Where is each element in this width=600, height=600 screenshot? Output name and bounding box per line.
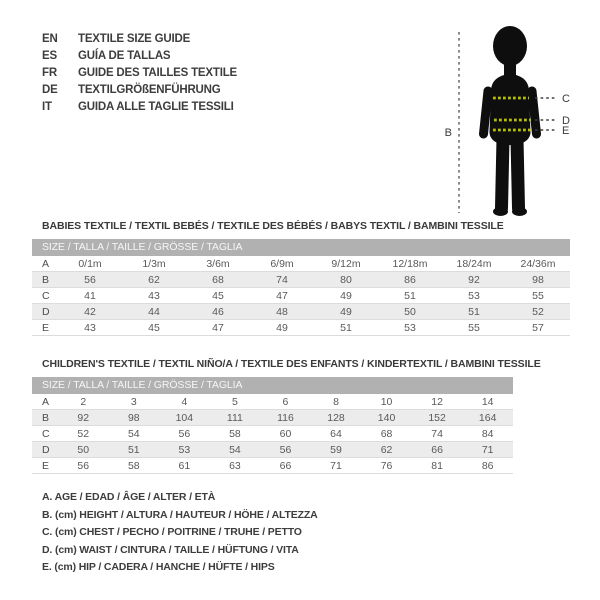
legend-line: B. (cm) HEIGHT / ALTURA / HAUTEUR / HÖHE / ALTEZZA (42, 508, 318, 521)
size-cell: 92 (442, 272, 506, 288)
size-cell: 42 (58, 304, 122, 320)
size-cell: 53 (159, 442, 210, 458)
size-cell: 66 (260, 458, 311, 474)
size-cell: 58 (210, 426, 261, 442)
size-cell: 45 (186, 288, 250, 304)
size-cell: 47 (186, 320, 250, 336)
size-cell: 54 (210, 442, 261, 458)
size-cell: 57 (506, 320, 570, 336)
size-cell: 5 (210, 394, 261, 410)
row-label: E (32, 320, 58, 336)
size-cell: 51 (378, 288, 442, 304)
size-cell: 50 (378, 304, 442, 320)
size-cell: 41 (58, 288, 122, 304)
size-cell: 50 (58, 442, 109, 458)
size-cell: 9/12m (314, 256, 378, 272)
size-cell: 48 (250, 304, 314, 320)
size-cell: 55 (506, 288, 570, 304)
row-label: E (32, 458, 58, 474)
legend-line: A. AGE / EDAD / ÂGE / ALTER / ETÀ (42, 491, 216, 503)
size-table-row (32, 394, 513, 410)
row-label: A (32, 256, 58, 272)
language-row (42, 99, 237, 116)
row-label: B (32, 272, 58, 288)
size-cell: 84 (462, 426, 513, 442)
size-cell: 8 (311, 394, 362, 410)
size-cell: 152 (412, 410, 463, 426)
size-cell: 86 (462, 458, 513, 474)
size-cell: 3 (109, 394, 160, 410)
row-label: C (32, 426, 58, 442)
size-cell: 43 (58, 320, 122, 336)
language-code: ES (42, 50, 57, 62)
size-cell: 6 (260, 394, 311, 410)
size-cell: 14 (462, 394, 513, 410)
size-cell: 140 (361, 410, 412, 426)
size-cell: 45 (122, 320, 186, 336)
size-cell: 58 (109, 458, 160, 474)
size-cell: 56 (260, 442, 311, 458)
size-cell: 1/3m (122, 256, 186, 272)
height-label: B (444, 127, 452, 139)
row-label: D (32, 304, 58, 320)
language-title: TEXTILE SIZE GUIDE (78, 33, 191, 45)
size-cell: 71 (311, 458, 362, 474)
size-cell: 92 (58, 410, 109, 426)
babies-size-header-bar: SIZE / TALLA / TAILLE / GRÖSSE / TAGLIA (32, 239, 570, 256)
size-cell: 53 (442, 288, 506, 304)
size-cell: 81 (412, 458, 463, 474)
children-size-header-bar: SIZE / TALLA / TAILLE / GRÖSSE / TAGLIA (32, 377, 513, 394)
row-label: D (32, 442, 58, 458)
language-code: EN (42, 33, 58, 45)
size-cell: 12/18m (378, 256, 442, 272)
row-label: B (32, 410, 58, 426)
measurement-legend (42, 489, 318, 577)
size-cell: 49 (314, 288, 378, 304)
size-table-row (32, 458, 513, 474)
size-cell: 64 (311, 426, 362, 442)
size-cell: 98 (109, 410, 160, 426)
size-table-row (32, 288, 570, 304)
language-title: GUÍA DE TALLAS (78, 50, 171, 62)
size-cell: 76 (361, 458, 412, 474)
size-cell: 164 (462, 410, 513, 426)
size-cell: 63 (210, 458, 261, 474)
size-cell: 47 (250, 288, 314, 304)
size-cell: 18/24m (442, 256, 506, 272)
size-cell: 56 (58, 272, 122, 288)
children-size-table (32, 394, 513, 474)
hip-label: E (562, 125, 570, 137)
language-code: DE (42, 84, 58, 96)
size-cell: 44 (122, 304, 186, 320)
size-cell: 66 (412, 442, 463, 458)
language-row (42, 31, 237, 48)
size-cell: 52 (58, 426, 109, 442)
size-cell: 86 (378, 272, 442, 288)
size-cell: 111 (210, 410, 261, 426)
size-cell: 60 (260, 426, 311, 442)
size-cell: 52 (506, 304, 570, 320)
language-code: FR (42, 67, 57, 79)
language-title: GUIDE DES TAILLES TEXTILE (78, 67, 237, 79)
babies-table-title: BABIES TEXTILE / TEXTIL BEBÉS / TEXTILE DES BÉBÉS / BABYS TEXTIL / BAMBINI TESSILE (42, 220, 504, 232)
size-table-row (32, 256, 570, 272)
size-cell: 46 (186, 304, 250, 320)
size-cell: 98 (506, 272, 570, 288)
children-table-title: CHILDREN'S TEXTILE / TEXTIL NIÑO/A / TEXTILE DES ENFANTS / KINDERTEXTIL / BAMBINI TESSILE (42, 358, 541, 370)
row-label: A (32, 394, 58, 410)
child-silhouette-figure (435, 10, 585, 228)
size-cell: 12 (412, 394, 463, 410)
size-cell: 61 (159, 458, 210, 474)
language-title: GUIDA ALLE TAGLIE TESSILI (78, 101, 234, 113)
size-cell: 74 (412, 426, 463, 442)
size-cell: 71 (462, 442, 513, 458)
size-cell: 0/1m (58, 256, 122, 272)
size-cell: 43 (122, 288, 186, 304)
size-cell: 68 (186, 272, 250, 288)
size-cell: 2 (58, 394, 109, 410)
language-row (42, 48, 237, 65)
babies-size-section (32, 221, 570, 336)
legend-line: D. (cm) WAIST / CINTURA / TAILLE / HÜFTUNG / VITA (42, 543, 299, 556)
size-cell: 49 (314, 304, 378, 320)
language-row (42, 82, 237, 99)
size-cell: 104 (159, 410, 210, 426)
size-cell: 56 (159, 426, 210, 442)
size-cell: 74 (250, 272, 314, 288)
size-cell: 49 (250, 320, 314, 336)
size-table-row (32, 442, 513, 458)
size-cell: 51 (314, 320, 378, 336)
legend-line: C. (cm) CHEST / PECHO / POITRINE / TRUHE / PETTO (42, 526, 302, 539)
size-cell: 10 (361, 394, 412, 410)
size-cell: 51 (442, 304, 506, 320)
children-size-section (32, 358, 541, 474)
language-guide (42, 31, 237, 116)
row-label: C (32, 288, 58, 304)
size-cell: 6/9m (250, 256, 314, 272)
size-cell: 128 (311, 410, 362, 426)
chest-label: C (562, 93, 570, 105)
size-table-row (32, 410, 513, 426)
size-cell: 116 (260, 410, 311, 426)
size-table-row (32, 426, 513, 442)
waist-label: D (562, 115, 570, 127)
size-cell: 55 (442, 320, 506, 336)
size-table-row (32, 272, 570, 288)
size-cell: 24/36m (506, 256, 570, 272)
size-table-row (32, 320, 570, 336)
language-title: TEXTILGRÖßENFÜHRUNG (78, 84, 221, 96)
size-cell: 4 (159, 394, 210, 410)
language-code: IT (42, 101, 52, 113)
size-cell: 62 (361, 442, 412, 458)
size-cell: 53 (378, 320, 442, 336)
size-cell: 80 (314, 272, 378, 288)
size-cell: 56 (58, 458, 109, 474)
size-cell: 62 (122, 272, 186, 288)
size-cell: 3/6m (186, 256, 250, 272)
size-cell: 54 (109, 426, 160, 442)
babies-size-table (32, 256, 570, 336)
size-cell: 59 (311, 442, 362, 458)
legend-line: E. (cm) HIP / CADERA / HANCHE / HÜFTE / HIPS (42, 561, 275, 574)
size-table-row (32, 304, 570, 320)
size-cell: 51 (109, 442, 160, 458)
language-row (42, 65, 237, 82)
size-cell: 68 (361, 426, 412, 442)
